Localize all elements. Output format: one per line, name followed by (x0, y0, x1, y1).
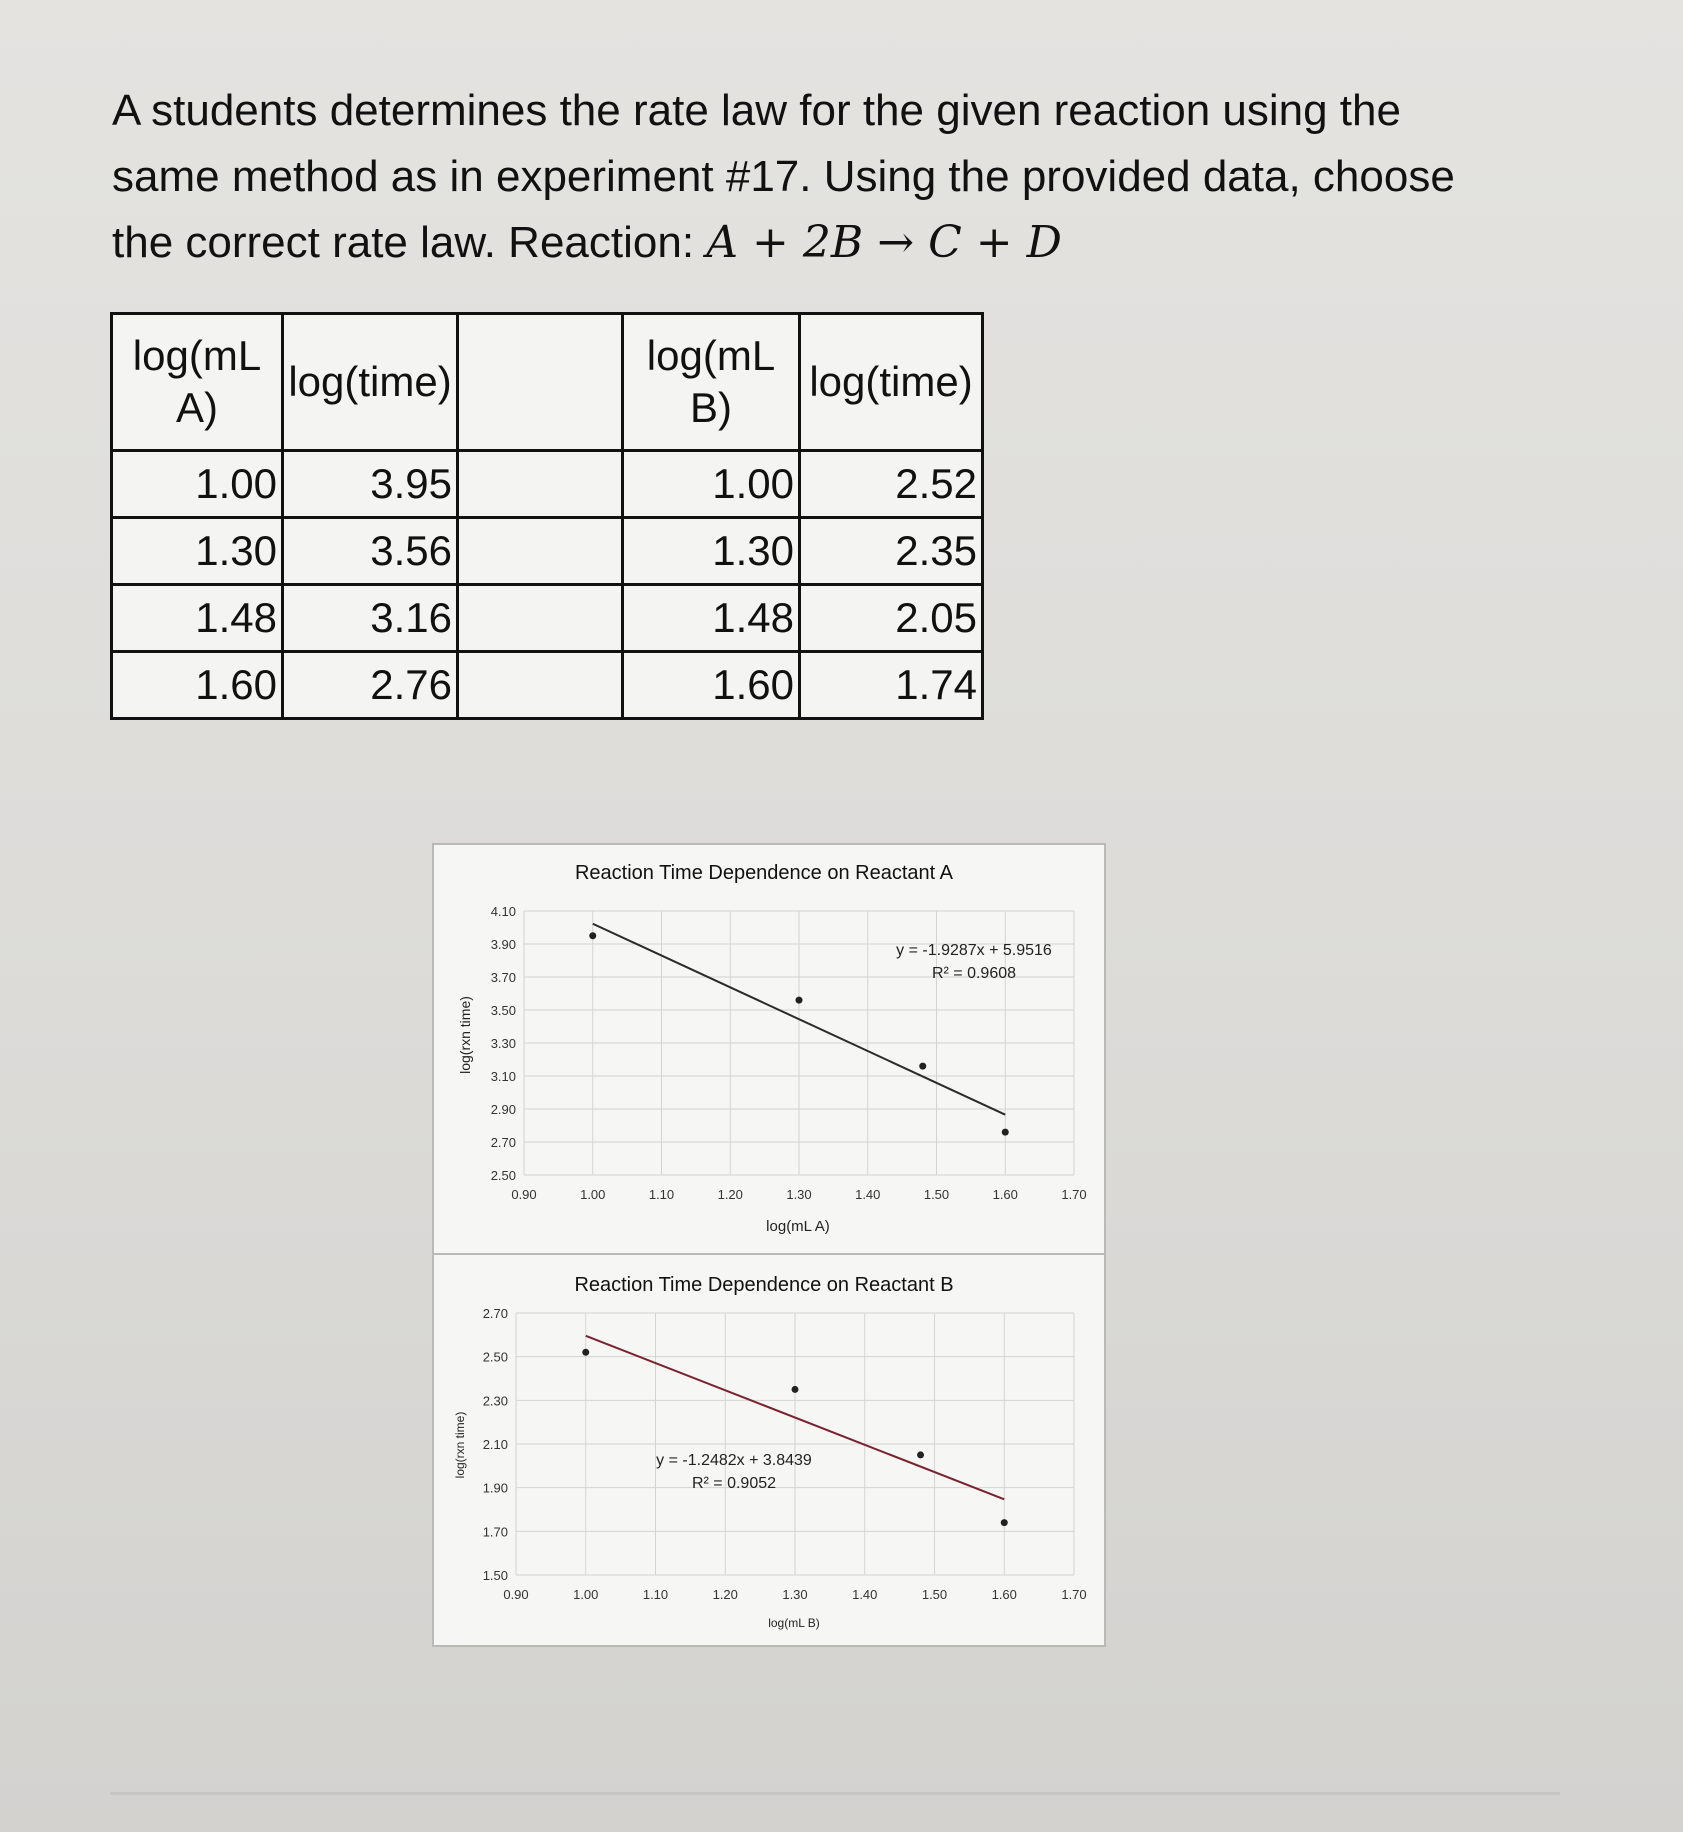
y-axis-label: log(rxn time) (453, 1411, 467, 1479)
x-tick-label: 1.40 (852, 1587, 878, 1602)
gridlines (516, 1313, 1074, 1575)
y-tick-label: 1.90 (482, 1480, 508, 1496)
trendline-r-squared: R² = 0.9052 (691, 1475, 777, 1492)
table-cell: 1.00 (112, 451, 283, 518)
table-header-row (112, 314, 983, 451)
y-tick-label: 3.90 (490, 937, 516, 952)
x-tick-label: 1.40 (855, 1187, 881, 1202)
trendline-equation: y = -1.9287x + 5.9516 (896, 942, 1052, 959)
table-cell: 2.35 (800, 518, 983, 585)
x-tick-label: 0.90 (511, 1187, 537, 1202)
header-log-time-b: log(time) (800, 314, 983, 451)
trendline-equation: y = -1.2482x + 3.8439 (656, 1452, 812, 1469)
table-cell (458, 652, 623, 719)
data-point (792, 1386, 799, 1393)
table-row (112, 585, 983, 652)
data-point (917, 1451, 924, 1458)
data-point (796, 997, 803, 1004)
question-text (112, 78, 1512, 276)
y-axis-label: log(rxn time) (457, 996, 473, 1074)
x-axis-label: log(mL A) (766, 1218, 830, 1235)
y-tick-label: 3.50 (490, 1003, 516, 1018)
x-tick-label: 1.50 (921, 1587, 948, 1602)
table-cell: 1.30 (623, 518, 800, 585)
table-cell: 1.30 (112, 518, 283, 585)
chart-reactant-b (434, 1255, 1104, 1645)
x-tick-label: 1.10 (648, 1187, 675, 1202)
y-tick-label: 2.90 (490, 1102, 516, 1117)
x-tick-label: 1.20 (712, 1587, 738, 1602)
table-cell: 1.60 (112, 652, 283, 719)
header-log-ml-a: log(mL A) (112, 314, 283, 451)
x-tick-label: 1.00 (580, 1187, 606, 1202)
x-tick-label: 1.60 (992, 1187, 1018, 1202)
data-table (110, 312, 984, 720)
y-tick-label: 2.50 (482, 1349, 508, 1365)
x-tick-label: 1.50 (923, 1187, 950, 1202)
header-log-time-a: log(time) (283, 314, 458, 451)
table-row (112, 451, 983, 518)
y-tick-label: 1.70 (482, 1524, 508, 1540)
x-axis-label: log(mL B) (768, 1616, 820, 1630)
y-tick-label: 4.10 (490, 904, 516, 919)
data-point (1001, 1519, 1008, 1526)
y-tick-label: 1.50 (482, 1568, 508, 1583)
data-point (582, 1349, 589, 1356)
x-tick-label: 1.70 (1061, 1587, 1087, 1602)
y-tick-label: 2.10 (482, 1437, 508, 1452)
x-tick-label: 1.70 (1061, 1187, 1087, 1202)
table-cell: 3.56 (283, 518, 458, 585)
table-cell: 1.00 (623, 451, 800, 518)
data-point (589, 932, 596, 939)
x-tick-label: 1.20 (717, 1187, 743, 1202)
x-tick-label: 0.90 (503, 1587, 529, 1602)
x-tick-label: 1.30 (782, 1587, 808, 1602)
charts-panel (432, 843, 1106, 1647)
chart-reactant-a (434, 845, 1104, 1255)
table-cell: 2.05 (800, 585, 983, 652)
y-tick-label: 3.70 (490, 970, 516, 985)
y-tick-label: 2.30 (482, 1393, 508, 1409)
table-cell (458, 585, 623, 652)
data-point (919, 1063, 926, 1070)
x-tick-label: 1.60 (991, 1587, 1017, 1602)
table-cell (458, 518, 623, 585)
table-cell: 1.48 (112, 585, 283, 652)
table-cell: 1.48 (623, 585, 800, 652)
trendline-r-squared: R² = 0.9608 (931, 965, 1017, 982)
header-empty (458, 314, 623, 451)
y-tick-label: 2.50 (490, 1168, 516, 1183)
table-cell: 1.74 (800, 652, 983, 719)
table-row (112, 518, 983, 585)
y-tick-label: 3.30 (490, 1036, 516, 1051)
data-point (1002, 1129, 1009, 1136)
x-tick-label: 1.10 (642, 1587, 669, 1602)
x-tick-label: 1.00 (573, 1587, 599, 1602)
header-log-ml-b: log(mL B) (623, 314, 800, 451)
chart-title: Reaction Time Dependence on Reactant B (574, 1274, 954, 1296)
bottom-divider (110, 1792, 1560, 1795)
y-tick-label: 2.70 (482, 1306, 508, 1321)
table-cell: 2.76 (283, 652, 458, 719)
table-cell: 3.95 (283, 451, 458, 518)
table-cell: 2.52 (800, 451, 983, 518)
y-tick-label: 2.70 (490, 1135, 516, 1150)
table-row (112, 652, 983, 719)
table-cell: 1.60 (623, 652, 800, 719)
table-cell (458, 451, 623, 518)
question-body: A students determines the rate law for the given reaction using the same method as in experiment #17. Using the provided data, choose the correct rate law. Reaction: (112, 86, 1455, 267)
table-cell: 3.16 (283, 585, 458, 652)
y-tick-label: 3.10 (490, 1069, 516, 1084)
x-tick-label: 1.30 (786, 1187, 812, 1202)
chart-title: Reaction Time Dependence on Reactant A (574, 862, 954, 884)
reaction-equation: A + 2B → C + D (706, 217, 1062, 268)
